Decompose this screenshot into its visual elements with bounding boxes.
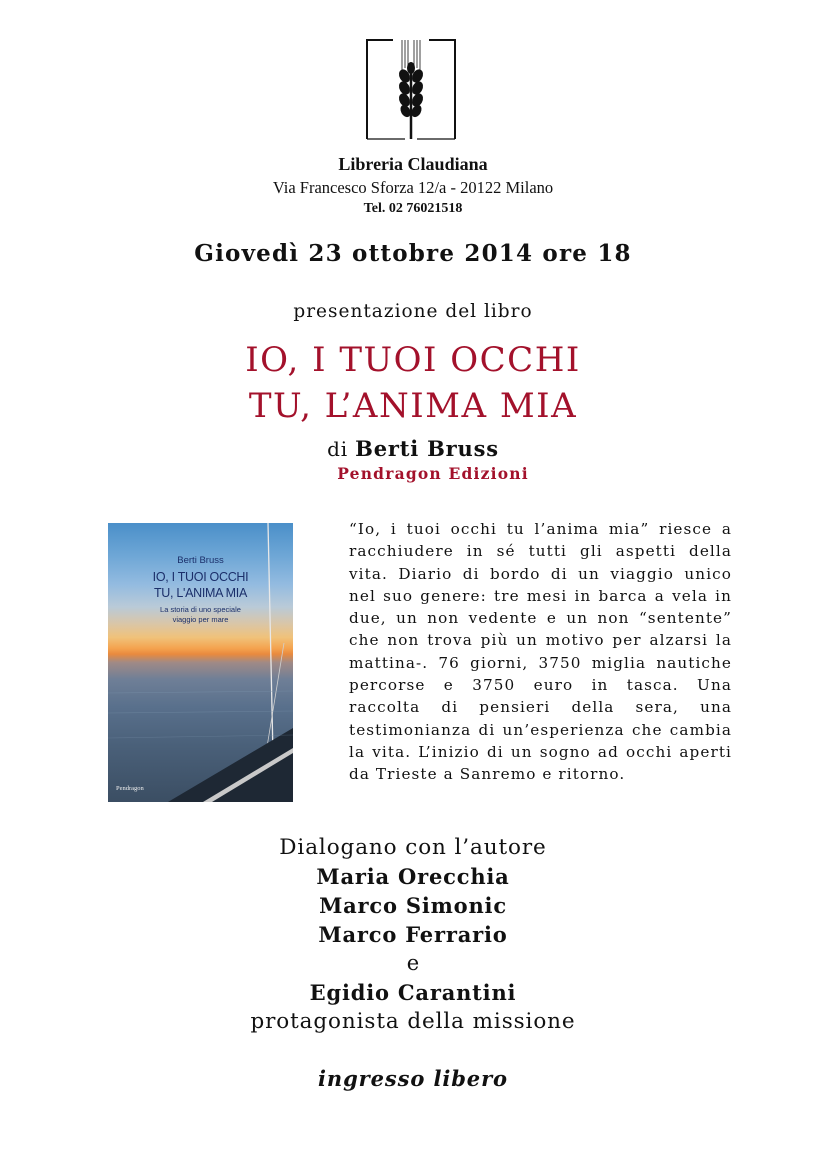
author-name: Berti Bruss	[355, 436, 499, 461]
cover-subtitle-line1: La storia di uno speciale	[160, 605, 241, 614]
event-date: Giovedì 23 ottobre 2014 ore 18	[194, 240, 632, 267]
speaker-name: Maria Orecchia	[316, 864, 510, 889]
speaker-name: Marco Ferrario	[318, 922, 508, 947]
protagonist-role: protagonista della missione	[250, 1009, 576, 1034]
cover-title-line2: TU, L'ANIMA MIA	[153, 586, 248, 600]
book-blurb: “Io, i tuoi occhi tu l’anima mia” riesce a racchiudere in sé tutti gli aspetti della vita. Diario di bordo di un viaggio unico nel suo genere: tre mesi in barca a vela in due, un non vedente e un non “sentente” che non trova più un motivo per alzarsi la mattina-. 76 giorni, 3750 miglia nautiche percorse e 3750 euro in tasca. Una raccolta di pensieri della sera, una testimonianza di un’esperienza che cambia la vita. L’inizio di un sogno ad occhi aperti da Trieste a Sanremo e ritorno.	[349, 520, 732, 784]
author-line	[0, 436, 826, 461]
bookstore-address: Via Francesco Sforza 12/a - 20122 Milano	[272, 178, 554, 197]
book-cover-image	[108, 523, 293, 802]
wheat-ear-icon	[365, 38, 457, 140]
admission-note: ingresso libero	[318, 1066, 508, 1091]
speakers-intro: Dialogano con l’autore	[279, 835, 547, 860]
bookstore-phone: Tel. 02 76021518	[363, 201, 463, 216]
book-title-line1: IO, I TUOI OCCHI	[245, 340, 581, 380]
speaker-name: Marco Simonic	[319, 893, 507, 918]
book-title-line2: TU, L’ANIMA MIA	[248, 386, 578, 426]
bookstore-name: Libreria Claudiana	[338, 154, 488, 174]
cover-subtitle-line2: viaggio per mare	[172, 615, 229, 624]
by-prefix: di	[327, 437, 348, 461]
speakers-conjunction: e	[406, 951, 420, 975]
event-intro: presentazione del libro	[293, 301, 533, 322]
cover-author: Berti Bruss	[177, 555, 224, 566]
cover-publisher-mark: Pendragon	[116, 785, 144, 792]
cover-title-line1: IO, I TUOI OCCHI	[152, 570, 249, 584]
publisher: Pendragon Edizioni	[337, 464, 529, 483]
protagonist-name: Egidio Carantini	[309, 980, 517, 1005]
